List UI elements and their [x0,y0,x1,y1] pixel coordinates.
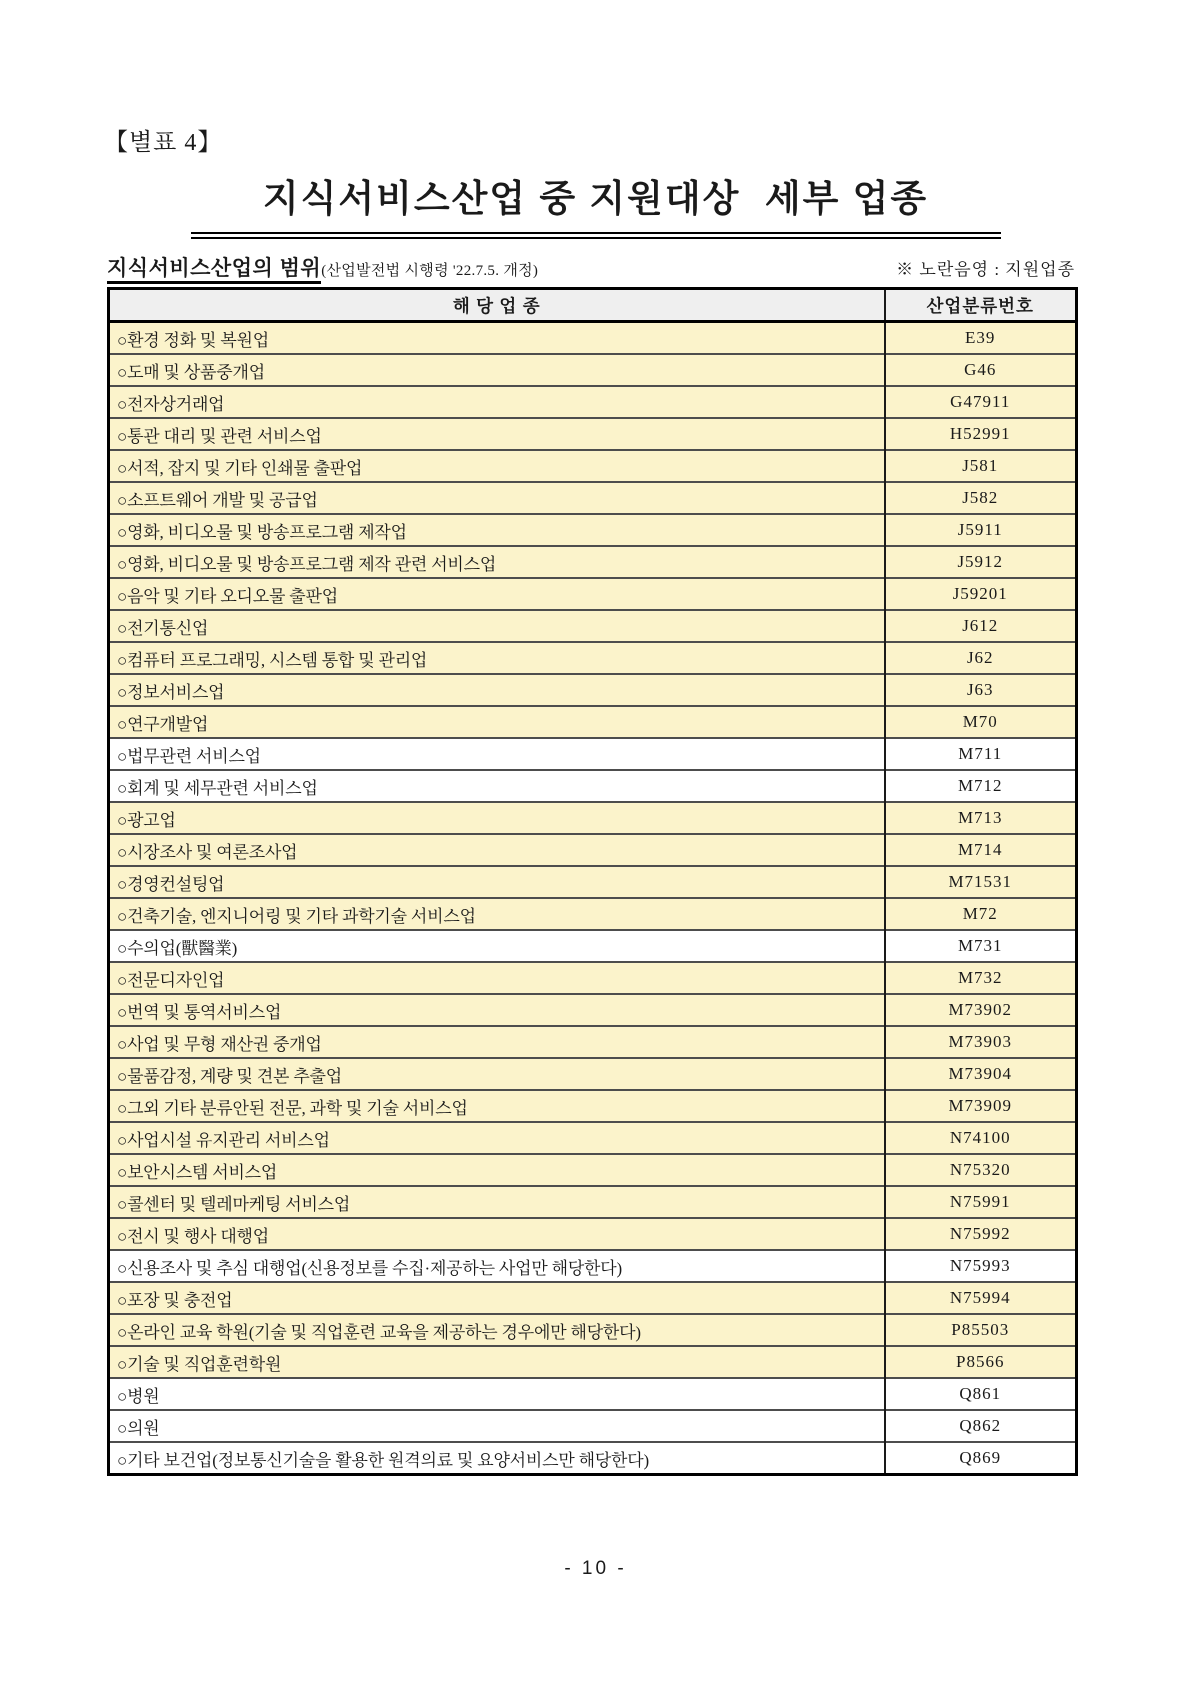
table-row [109,386,1077,418]
industry-name-cell: ○영화, 비디오물 및 방송프로그램 제작 관련 서비스업 [109,546,885,578]
table-row [109,450,1077,482]
industry-name-cell: ○환경 정화 및 복원업 [109,322,885,355]
industry-name-cell: ○소프트웨어 개발 및 공급업 [109,482,885,514]
industry-code-cell: Q861 [885,1378,1077,1410]
industry-name-cell: ○전시 및 행사 대행업 [109,1218,885,1250]
industry-name-cell: ○전기통신업 [109,610,885,642]
industry-code-cell: M711 [885,738,1077,770]
industry-code-cell: J59201 [885,578,1077,610]
industry-code-cell: M73902 [885,994,1077,1026]
highlight-legend-note: ※ 노란음영 : 지원업종 [896,260,1075,279]
industry-name-cell: ○통관 대리 및 관련 서비스업 [109,418,885,450]
industry-code-cell: M73909 [885,1090,1077,1122]
industry-name-cell: ○보안시스템 서비스업 [109,1154,885,1186]
industry-code-cell: N74100 [885,1122,1077,1154]
industry-code-cell: M732 [885,962,1077,994]
industry-code-cell: M731 [885,930,1077,962]
industry-code-cell: E39 [885,322,1077,355]
industry-name-cell: ○건축기술, 엔지니어링 및 기타 과학기술 서비스업 [109,898,885,930]
industry-code-cell: J5912 [885,546,1077,578]
table-row [109,834,1077,866]
table-row [109,1154,1077,1186]
industry-code-cell: H52991 [885,418,1077,450]
industry-name-cell: ○번역 및 통역서비스업 [109,994,885,1026]
industry-code-cell: G47911 [885,386,1077,418]
table-row [109,418,1077,450]
industry-code-cell: J5911 [885,514,1077,546]
table-row [109,1218,1077,1250]
industry-name-cell: ○서적, 잡지 및 기타 인쇄물 출판업 [109,450,885,482]
industry-name-cell: ○전문디자인업 [109,962,885,994]
industry-code-cell: N75991 [885,1186,1077,1218]
table-row [109,1314,1077,1346]
page-title: 지식서비스산업 중 지원대상 세부 업종 [191,168,1001,239]
subtitle-left [107,252,538,282]
industry-code-cell: M714 [885,834,1077,866]
industry-code-cell: J612 [885,610,1077,642]
table-row [109,1250,1077,1282]
industry-code-cell: N75994 [885,1282,1077,1314]
industry-name-cell: ○사업시설 유지관리 서비스업 [109,1122,885,1154]
industry-name-cell: ○경영컨설팅업 [109,866,885,898]
table-row [109,482,1077,514]
industry-name-cell: ○전자상거래업 [109,386,885,418]
industry-name-cell: ○의원 [109,1410,885,1442]
industry-code-cell: J581 [885,450,1077,482]
industry-code-cell: Q862 [885,1410,1077,1442]
table-row [109,1058,1077,1090]
table-row [109,1026,1077,1058]
page-number: - 10 - [564,1558,627,1579]
industry-code-cell: N75993 [885,1250,1077,1282]
industry-name-cell: ○기술 및 직업훈련학원 [109,1346,885,1378]
table-row [109,1090,1077,1122]
table-row [109,738,1077,770]
table-row [109,610,1077,642]
table-row [109,1186,1077,1218]
subtitle-main: 지식서비스산업의 범위 [107,257,321,284]
industry-name-cell: ○컴퓨터 프로그래밍, 시스템 통합 및 관리업 [109,642,885,674]
column-header-code: 산업분류번호 [885,289,1077,322]
industry-code-cell: M72 [885,898,1077,930]
industry-name-cell: ○법무관련 서비스업 [109,738,885,770]
table-row [109,322,1077,355]
table-row [109,770,1077,802]
table-row [109,546,1077,578]
industry-name-cell: ○물품감정, 계량 및 견본 추출업 [109,1058,885,1090]
industry-name-cell: ○연구개발업 [109,706,885,738]
table-row [109,1410,1077,1442]
industry-code-cell: M713 [885,802,1077,834]
table-row [109,578,1077,610]
industry-name-cell: ○콜센터 및 텔레마케팅 서비스업 [109,1186,885,1218]
table-row [109,898,1077,930]
industry-name-cell: ○시장조사 및 여론조사업 [109,834,885,866]
industry-name-cell: ○기타 보건업(정보통신기술을 활용한 원격의료 및 요양서비스만 해당한다) [109,1442,885,1475]
industry-name-cell: ○온라인 교육 학원(기술 및 직업훈련 교육을 제공하는 경우에만 해당한다) [109,1314,885,1346]
table-row [109,514,1077,546]
industry-name-cell: ○회계 및 세무관련 서비스업 [109,770,885,802]
table-row [109,674,1077,706]
table-row [109,962,1077,994]
industry-code-cell: M70 [885,706,1077,738]
industry-code-cell: Q869 [885,1442,1077,1475]
table-row [109,1122,1077,1154]
industry-table [107,287,1078,1476]
subtitle-row [107,252,1075,282]
table-row [109,1346,1077,1378]
table-row [109,994,1077,1026]
table-row [109,866,1077,898]
table-row [109,1282,1077,1314]
industry-code-cell: M73903 [885,1026,1077,1058]
column-header-industry: 해 당 업 종 [109,289,885,322]
industry-name-cell: ○광고업 [109,802,885,834]
industry-name-cell: ○그외 기타 분류안된 전문, 과학 및 기술 서비스업 [109,1090,885,1122]
industry-name-cell: ○정보서비스업 [109,674,885,706]
industry-code-cell: M73904 [885,1058,1077,1090]
industry-name-cell: ○음악 및 기타 오디오물 출판업 [109,578,885,610]
industry-code-cell: J63 [885,674,1077,706]
industry-code-cell: M712 [885,770,1077,802]
table-row [109,1378,1077,1410]
industry-name-cell: ○사업 및 무형 재산권 중개업 [109,1026,885,1058]
table-row [109,706,1077,738]
industry-name-cell: ○수의업(獸醫業) [109,930,885,962]
industry-code-cell: N75320 [885,1154,1077,1186]
industry-code-cell: P85503 [885,1314,1077,1346]
industry-code-cell: P8566 [885,1346,1077,1378]
table-header-row [109,289,1077,322]
table-row [109,354,1077,386]
industry-code-cell: J582 [885,482,1077,514]
industry-name-cell: ○신용조사 및 추심 대행업(신용정보를 수집·제공하는 사업만 해당한다) [109,1250,885,1282]
subtitle-detail: (산업발전법 시행령 '22.7.5. 개정) [321,263,539,279]
industry-code-cell: J62 [885,642,1077,674]
industry-name-cell: ○영화, 비디오물 및 방송프로그램 제작업 [109,514,885,546]
table-row [109,1442,1077,1475]
table-row [109,802,1077,834]
annex-label: 【별표 4】 [104,130,223,156]
industry-name-cell: ○병원 [109,1378,885,1410]
industry-code-cell: G46 [885,354,1077,386]
table-row [109,930,1077,962]
table-row [109,642,1077,674]
page-title-wrap [0,168,1191,239]
industry-name-cell: ○포장 및 충전업 [109,1282,885,1314]
industry-code-cell: N75992 [885,1218,1077,1250]
industry-name-cell: ○도매 및 상품중개업 [109,354,885,386]
industry-code-cell: M71531 [885,866,1077,898]
